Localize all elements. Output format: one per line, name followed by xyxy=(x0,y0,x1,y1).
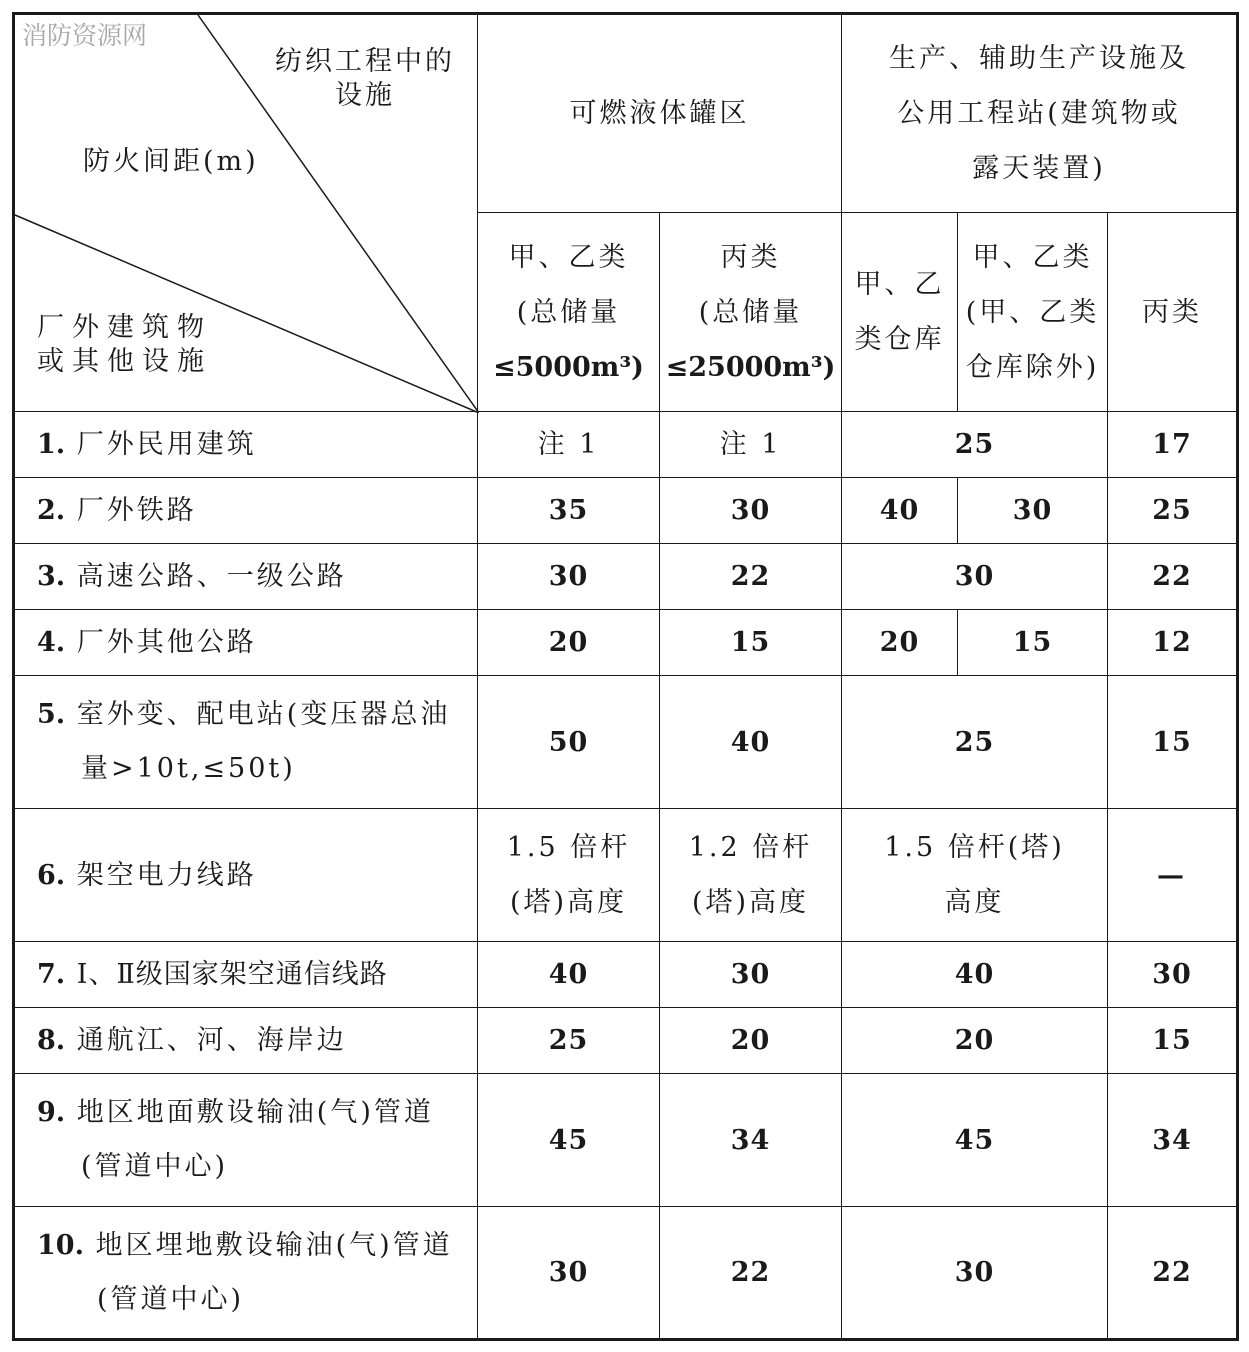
header-distance-label: 防火间距(m) xyxy=(83,146,259,177)
table-row xyxy=(14,809,1238,942)
row-label: 5. 室外变、配电站(变压器总油量>10t,≤50t) xyxy=(14,676,478,809)
table-row xyxy=(14,610,1238,676)
cell-value: 22 xyxy=(660,544,842,610)
cell-value: 12 xyxy=(1108,610,1238,676)
cell-value: 20 xyxy=(842,1008,1108,1074)
cell-value: 1.5 倍杆(塔) 高度 xyxy=(842,809,1108,942)
cell-value: 40 xyxy=(842,942,1108,1008)
row-label: 6. 架空电力线路 xyxy=(14,809,478,942)
cell-value: 17 xyxy=(1108,412,1238,478)
table-row xyxy=(14,544,1238,610)
cell-value: 30 xyxy=(478,1207,660,1340)
cell-value: 注 1 xyxy=(660,412,842,478)
cell-value: 30 xyxy=(1108,942,1238,1008)
row-label: 4. 厂外其他公路 xyxy=(14,610,478,676)
sub-col-class-c: 丙类 xyxy=(1108,213,1238,412)
sub-col-class-ab-warehouse: 甲、乙 类仓库 xyxy=(842,213,958,412)
table-row xyxy=(14,478,1238,544)
diagonal-header-cell xyxy=(14,14,478,412)
row-label: 3. 高速公路、一级公路 xyxy=(14,544,478,610)
cell-value: 20 xyxy=(660,1008,842,1074)
cell-value: 40 xyxy=(478,942,660,1008)
table-row xyxy=(14,412,1238,478)
cell-value: 35 xyxy=(478,478,660,544)
cell-value: 25 xyxy=(842,676,1108,809)
cell-value: 15 xyxy=(958,610,1108,676)
cell-value: 22 xyxy=(660,1207,842,1340)
cell-value: 20 xyxy=(478,610,660,676)
table-row xyxy=(14,942,1238,1008)
row-label: 9. 地区地面敷设输油(气)管道(管道中心) xyxy=(14,1074,478,1207)
table-row xyxy=(14,1008,1238,1074)
watermark: 消防资源网 xyxy=(22,21,148,50)
group-production-facilities: 生产、辅助生产设施及 公用工程站(建筑物或 露天装置) xyxy=(842,14,1238,213)
row-label: 1. 厂外民用建筑 xyxy=(14,412,478,478)
cell-value: 30 xyxy=(842,544,1108,610)
cell-value: 20 xyxy=(842,610,958,676)
cell-value: 22 xyxy=(1108,1207,1238,1340)
cell-value: 30 xyxy=(842,1207,1108,1340)
cell-value: 30 xyxy=(660,942,842,1008)
cell-value: 30 xyxy=(478,544,660,610)
fire-distance-table xyxy=(12,12,1239,1341)
cell-value: 45 xyxy=(478,1074,660,1207)
cell-value: 25 xyxy=(1108,478,1238,544)
group-tank-area: 可燃液体罐区 xyxy=(478,14,842,213)
cell-value: 15 xyxy=(1108,1008,1238,1074)
cell-value: — xyxy=(1108,809,1238,942)
cell-value: 45 xyxy=(842,1074,1108,1207)
cell-value: 50 xyxy=(478,676,660,809)
cell-value: 1.5 倍杆 (塔)高度 xyxy=(478,809,660,942)
header-row-1 xyxy=(14,14,1238,213)
cell-value: 25 xyxy=(478,1008,660,1074)
table-row xyxy=(14,676,1238,809)
cell-value: 15 xyxy=(1108,676,1238,809)
cell-value: 15 xyxy=(660,610,842,676)
row-label: 8. 通航江、河、海岸边 xyxy=(14,1008,478,1074)
header-facility-label: 纺织工程中的 设施 xyxy=(275,46,455,111)
cell-value: 1.2 倍杆 (塔)高度 xyxy=(660,809,842,942)
cell-value: 34 xyxy=(1108,1074,1238,1207)
sub-col-class-ab-tank: 甲、乙类 (总储量 ≤5000m³) xyxy=(478,213,660,412)
header-external-label: 厂外建筑物 或其他设施 xyxy=(37,312,212,377)
cell-value: 40 xyxy=(842,478,958,544)
cell-value: 22 xyxy=(1108,544,1238,610)
cell-value: 30 xyxy=(958,478,1108,544)
table-row xyxy=(14,1207,1238,1340)
row-label: 7. Ⅰ、Ⅱ级国家架空通信线路 xyxy=(14,942,478,1008)
cell-value: 30 xyxy=(660,478,842,544)
row-label: 10. 地区埋地敷设输油(气)管道(管道中心) xyxy=(14,1207,478,1340)
sub-col-class-ab-other: 甲、乙类 (甲、乙类 仓库除外) xyxy=(958,213,1108,412)
table-row xyxy=(14,1074,1238,1207)
cell-value: 40 xyxy=(660,676,842,809)
sub-col-class-c-tank: 丙类 (总储量 ≤25000m³) xyxy=(660,213,842,412)
cell-value: 注 1 xyxy=(478,412,660,478)
row-label: 2. 厂外铁路 xyxy=(14,478,478,544)
cell-value: 25 xyxy=(842,412,1108,478)
cell-value: 34 xyxy=(660,1074,842,1207)
